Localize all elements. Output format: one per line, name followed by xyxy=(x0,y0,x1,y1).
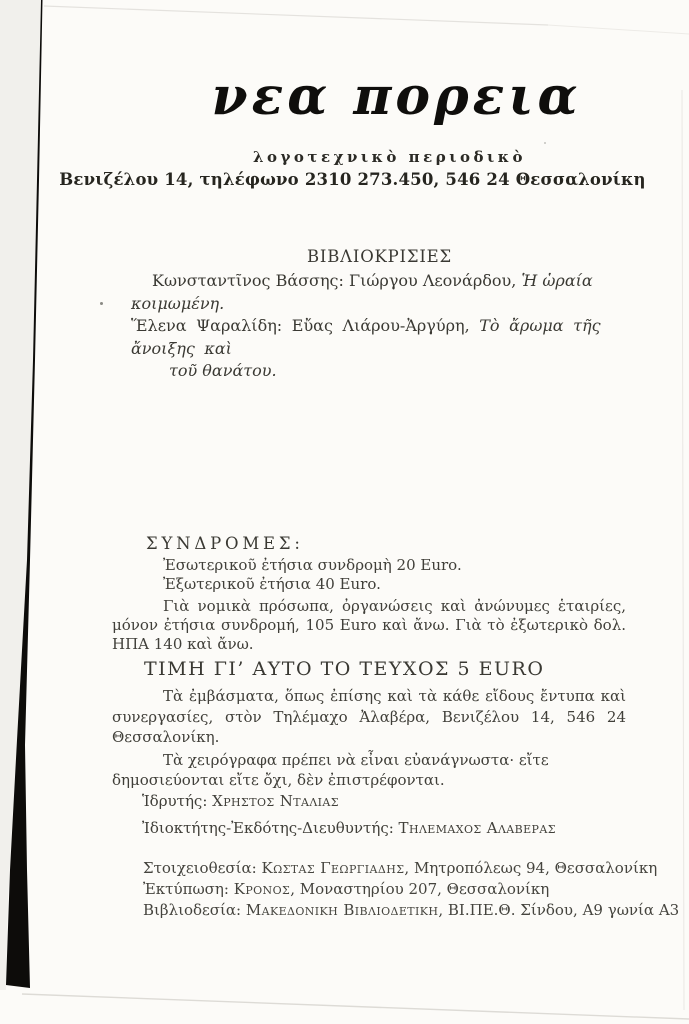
issue-price-body xyxy=(112,686,626,791)
founder-label: Ἱδρυτής: xyxy=(142,792,213,810)
subscriptions-heading: ΣΥΝΔΡΟΜΕΣ: xyxy=(146,534,304,553)
typesetting-address: , Μητροπόλεως 94, Θεσσαλονίκη xyxy=(404,859,658,877)
remittances-paragraph: Τὰ ἐμβάσματα, ὅπως ἐπίσης καὶ τὰ κάθε εἴδους ἔντυπα καὶ συνεργασίες, στὸν Τηλέμαχο Ἀλαβέρα, Βενιζέλου 14, 546 24 Θεσσαλονίκη. xyxy=(112,687,626,746)
printing-line xyxy=(143,879,679,900)
binding-label: Βιβλιοδεσία: xyxy=(143,901,246,919)
typesetting-name: Κωστας Γεωργιαδης xyxy=(261,859,405,877)
magazine-title: νεα πορεια xyxy=(211,66,582,127)
review-entry xyxy=(131,315,627,360)
page-bottom-edge xyxy=(22,994,689,1019)
left-binding-shadow xyxy=(6,0,43,988)
magazine-subtitle: λογοτεχνικὸ περιοδικὸ xyxy=(253,148,526,166)
reviews-section-heading: ΒΙΒΛΙΟΚΡΙΣΙΕΣ xyxy=(307,247,452,266)
printing-name: Κρονος xyxy=(233,880,291,898)
outside-page-area xyxy=(0,0,41,990)
colophon xyxy=(142,788,556,842)
page-top-edge-right xyxy=(548,25,689,34)
issue-price-heading: ΤΙΜΗ ΓΙ’ ΑΥΤΟ ΤΟ ΤΕΥΧΟΣ 5 EURO xyxy=(144,658,545,680)
review-author-and-book: Κωνσταντῖνος Βάσσης: Γιώργου Λεονάρδου, xyxy=(152,271,522,290)
page-right-edge xyxy=(682,90,684,1010)
founder-line xyxy=(142,788,556,815)
review-entry xyxy=(131,270,627,315)
owner-label: Ἰδιοκτήτης-Ἐκδότης-Διευθυντής: xyxy=(142,819,399,837)
binding-line xyxy=(143,900,679,921)
owner-line xyxy=(142,815,556,842)
reviews-list xyxy=(131,270,627,383)
magazine-address: Βενιζέλου 14, τηλέφωνο 2310 273.450, 546 24 Θεσσαλονίκη xyxy=(59,170,646,189)
review-author-and-book: Ἕλενα Ψαραλίδη: Εὔας Λιάρου-Ἀργύρη, xyxy=(131,316,480,336)
reviewed-book-title: Τὸ ἄρωμα τῆς ἄνοιξης καὶ xyxy=(131,316,601,358)
subscriptions-body xyxy=(112,556,626,654)
subscription-organizations: Γιὰ νομικὰ πρόσωπα, ὀργανώσεις καὶ ἀνώνυμες ἑταιρίες, μόνον ἐτήσια συνδρομή, 105 Euro καὶ ἄνω. Γιὰ τὸ ἐξωτερικὸ δολ. ΗΠΑ 140 καὶ ἄνω. xyxy=(112,597,626,653)
reviewed-book-title-continued: τοῦ θανάτου. xyxy=(169,361,277,381)
manuscripts-paragraph: Τὰ χειρόγραφα πρέπει νὰ εἶναι εὐανάγνωστα· εἴτε δημοσιεύονται εἴτε ὄχι, δὲν ἐπιστρέφονται. xyxy=(112,750,549,789)
page-top-edge xyxy=(44,6,548,25)
reviewed-book-title: Ἡ ὡραία κοιμωμένη. xyxy=(131,271,593,313)
printing-address: , Μοναστηρίου 207, Θεσσαλονίκη xyxy=(290,880,550,898)
scan-speck xyxy=(544,142,546,144)
subscription-domestic: Ἐσωτερικοῦ ἐτήσια συνδρομὴ 20 Euro. xyxy=(163,556,462,574)
owner-name: Τηλεμαχος Αλαβερας xyxy=(398,819,556,837)
binding-name: Μακεδονικη Βιβλιοδετικη xyxy=(245,901,439,919)
printing-label: Ἐκτύπωση: xyxy=(143,880,234,898)
typesetting-label: Στοιχειοθεσία: xyxy=(143,859,262,877)
scan-speck xyxy=(100,302,103,305)
binding-address: , ΒΙ.ΠΕ.Θ. Σίνδου, Α9 γωνία Α3 xyxy=(438,901,680,919)
founder-name: Χρηστος Νταλιας xyxy=(212,792,339,810)
typesetting-line xyxy=(143,858,679,879)
production-credits xyxy=(143,858,679,921)
subscription-foreign: Ἐξωτερικοῦ ἐτήσια 40 Euro. xyxy=(163,575,381,593)
